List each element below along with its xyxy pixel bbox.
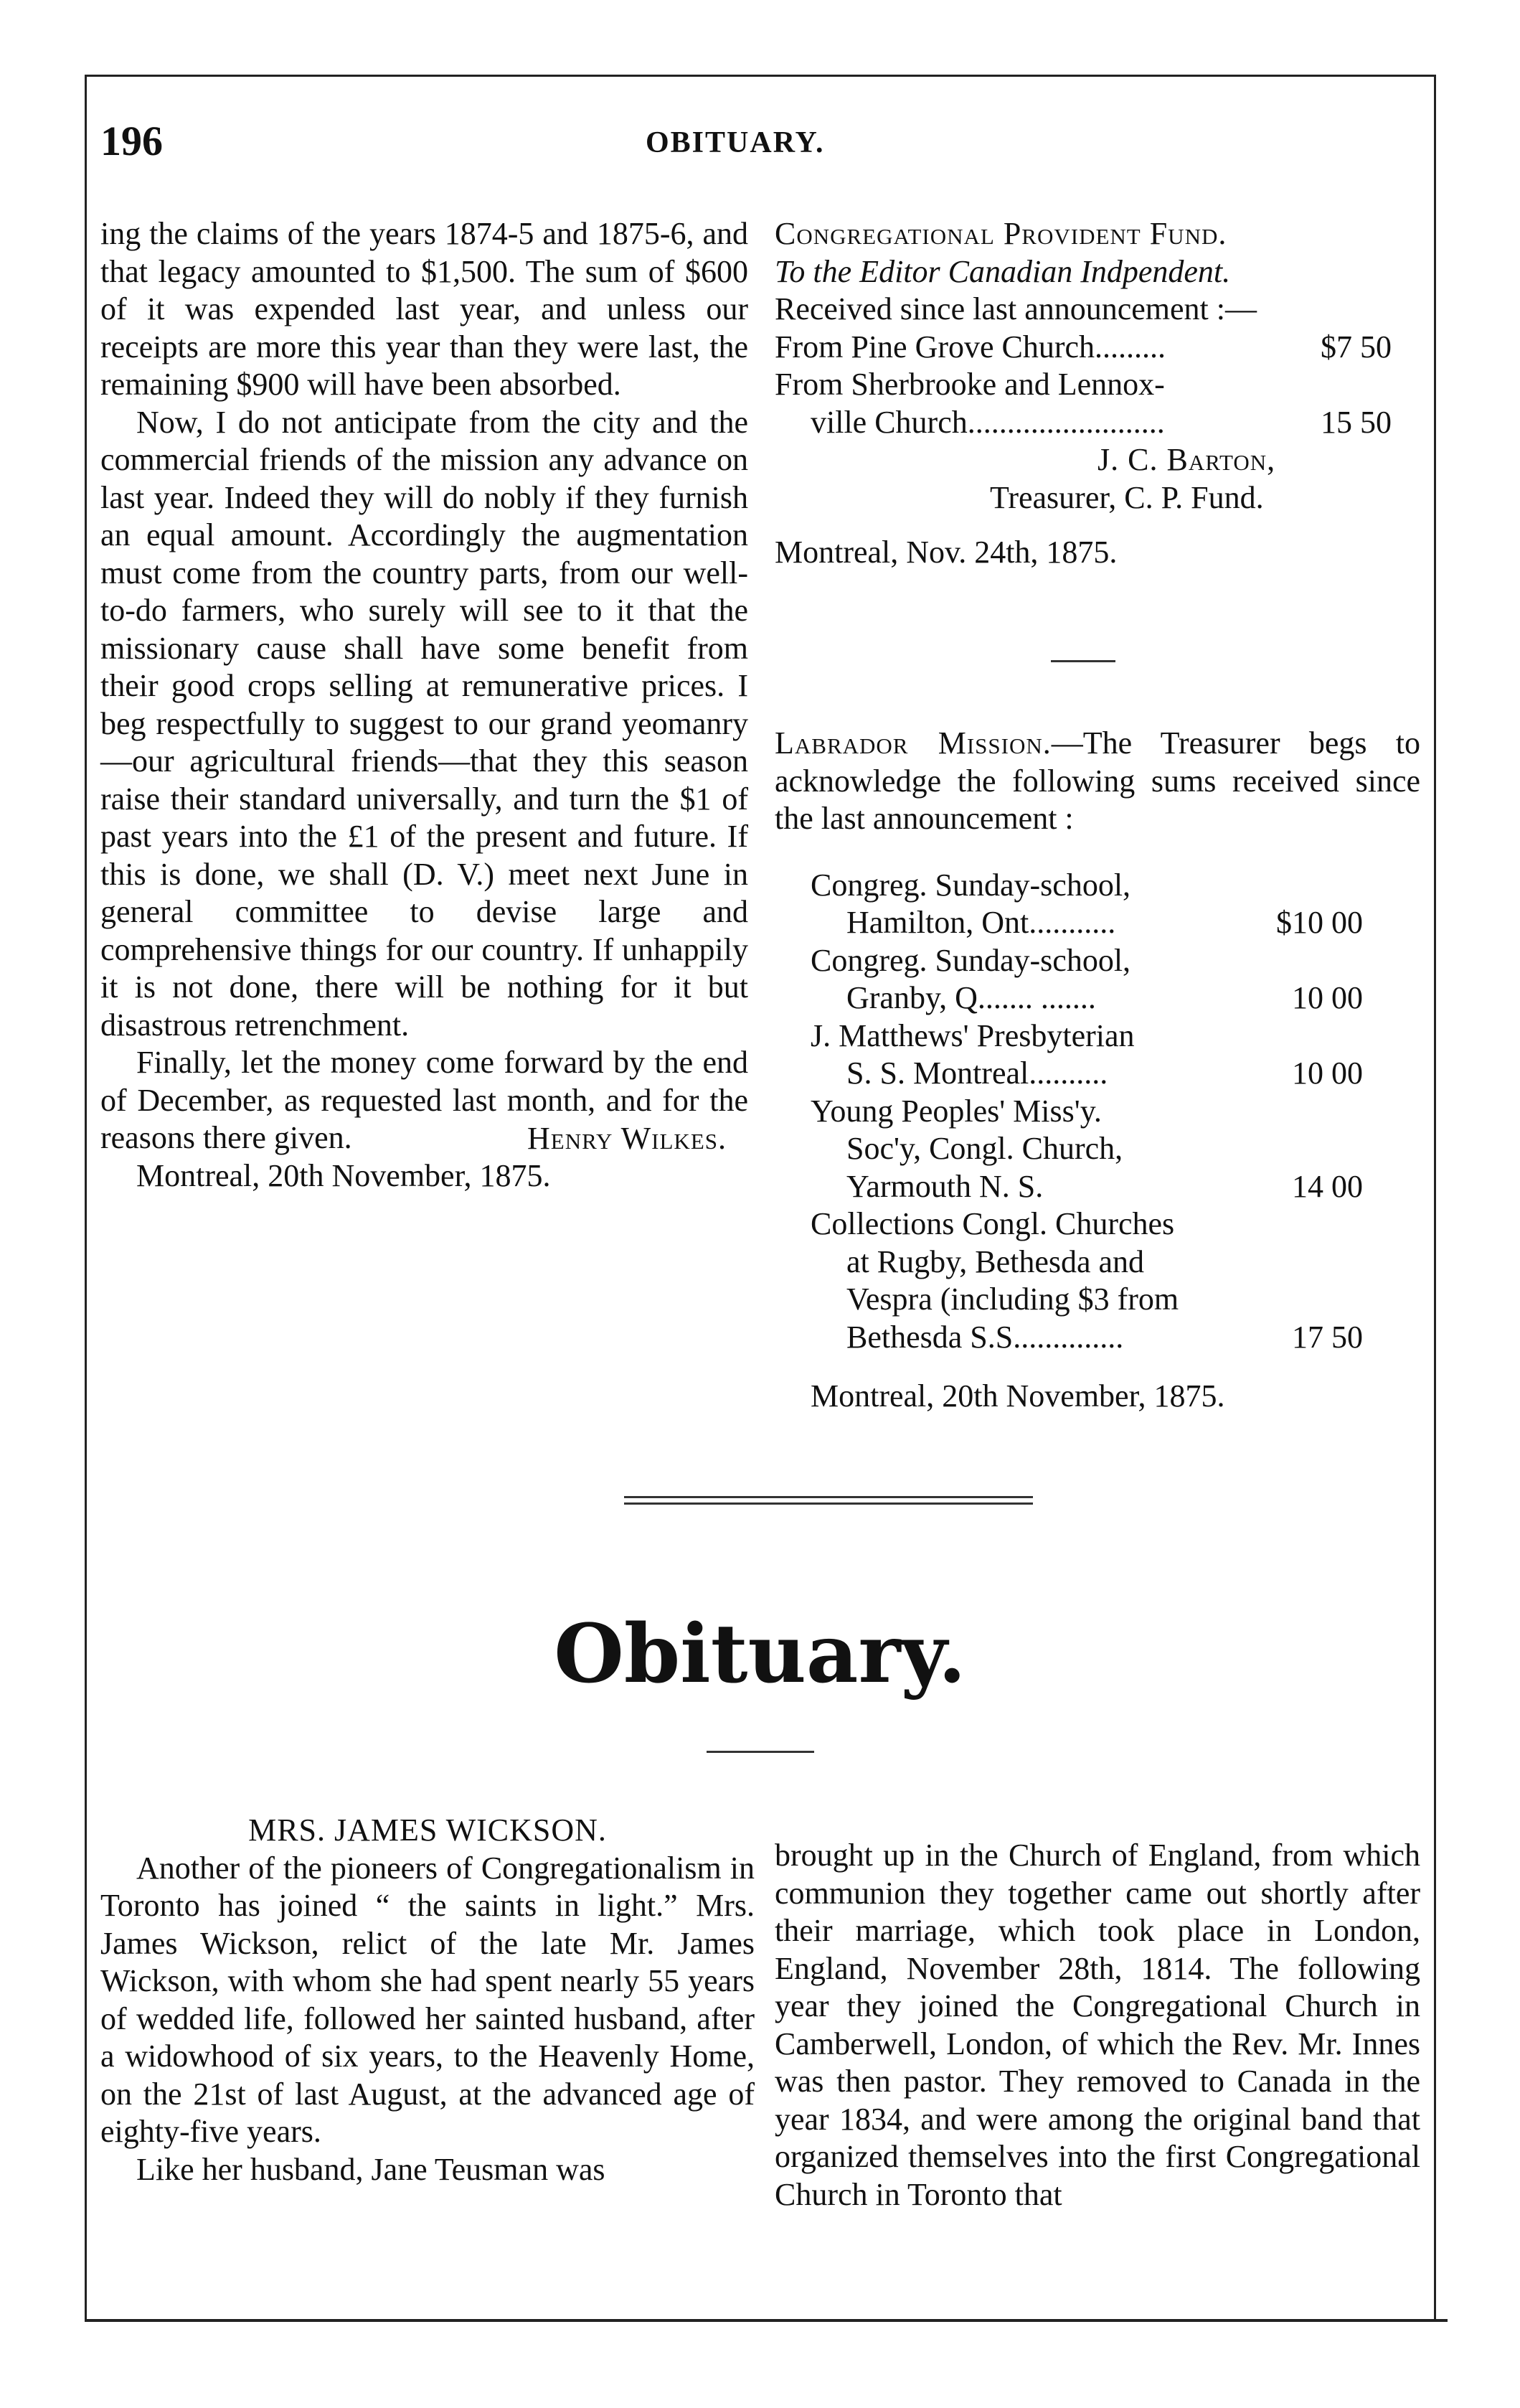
labrador-mission-notice	[775, 725, 1420, 1416]
labrador-entry-amount: 14 00	[1292, 1168, 1363, 1204]
provident-entry-amount: $7 50	[1321, 329, 1392, 365]
labrador-intro: —The Treasurer begs to acknowledge the following sums received since the last announcement :	[775, 725, 1420, 836]
provident-entry-label: ville Church.........................	[811, 404, 1165, 440]
obituary-paragraph-3: brought up in the Church of England, from which communion they together came out shortly after their marriage, which took place in London, England, November 28th, 1814. The following year they joined the Congregational Church in Camberwell, London, of which the Rev. Mr. Innes was then pastor. They removed to Canada in the year 1834, and were among the original band that organized themselves into the first Congregational Church in Toronto that	[775, 1838, 1420, 2212]
provident-entry	[775, 366, 1420, 404]
labrador-intro-paragraph	[775, 725, 1420, 838]
labrador-entry-label: Granby, Q....... .......	[846, 980, 1096, 1015]
labrador-entry-last	[811, 1319, 1363, 1357]
labrador-entry	[811, 1093, 1363, 1206]
labrador-entry-last	[811, 979, 1363, 1017]
labrador-entry-label: Yarmouth N. S.	[846, 1168, 1044, 1204]
labrador-entry-line: Collections Congl. Churches	[811, 1206, 1175, 1241]
labrador-entry-amount: 10 00	[1292, 1055, 1363, 1091]
labrador-entry-line: Soc'y, Congl. Church,	[846, 1131, 1123, 1166]
provident-entry-label: From Sherbrooke and Lennox-	[775, 367, 1165, 402]
provident-signer: J. C. Barton,	[1097, 442, 1276, 477]
labrador-entry-label: S. S. Montreal..........	[846, 1055, 1108, 1091]
provident-entry-amount: 15 50	[1321, 404, 1392, 440]
obituary-right-column	[775, 1837, 1420, 2214]
provident-entry-label: From Pine Grove Church.........	[775, 329, 1166, 365]
running-head: OBITUARY.	[646, 126, 825, 159]
labrador-entry-amount: $10 00	[1276, 905, 1363, 940]
labrador-entry-last	[811, 904, 1363, 942]
labrador-entry-line: Congreg. Sunday-school,	[811, 867, 1131, 903]
obituary-paragraph-2: Like her husband, Jane Teusman was	[136, 2151, 605, 2187]
provident-signer-title: Treasurer, C. P. Fund.	[990, 479, 1264, 515]
letter-paragraph-3: Finally, let the money come forward by the end of December, as requested last month, and for the reasons there given.	[100, 1045, 748, 1155]
provident-fund-heading: Congregational Provident Fund.	[775, 216, 1227, 251]
obituary-title: MRS. JAMES WICKSON.	[248, 1812, 607, 1848]
labrador-entry-amount: 10 00	[1292, 980, 1363, 1015]
labrador-entry	[811, 942, 1363, 1017]
section-divider	[1051, 660, 1115, 662]
provident-entry	[775, 404, 1420, 442]
obituary-heading: Obituary.	[554, 1607, 966, 1701]
labrador-entry-label: Bethesda S.S..............	[846, 1319, 1124, 1355]
labrador-entry	[811, 1017, 1363, 1093]
labrador-entry-line: J. Matthews' Presbyterian	[811, 1017, 1135, 1053]
labrador-entry	[811, 867, 1363, 942]
labrador-entry-amount: 17 50	[1292, 1319, 1363, 1355]
labrador-entry-line: at Rugby, Bethesda and	[846, 1243, 1145, 1279]
provident-dateline: Montreal, Nov. 24th, 1875.	[775, 535, 1118, 570]
provident-entry	[775, 329, 1420, 367]
labrador-entry-last	[811, 1168, 1363, 1206]
labrador-entry-line: Vespra (including $3 from	[846, 1281, 1179, 1317]
letter-dateline: Montreal, 20th November, 1875.	[136, 1158, 551, 1193]
section-double-rule	[624, 1496, 1033, 1509]
labrador-entry-last	[811, 1055, 1363, 1093]
labrador-dateline: Montreal, 20th November, 1875.	[811, 1378, 1225, 1414]
bottom-rule	[85, 2319, 1448, 2322]
labrador-heading: Labrador Mission.	[775, 725, 1052, 761]
provident-fund-salutation: To the Editor Canadian Indpendent.	[775, 253, 1231, 289]
letter-paragraph-2: Now, I do not anticipate from the city and the commercial friends of the mission any advance on last year. Indeed they will do nobly if they furnish an equal amount. Accordingly the augmentation must come from the country parts, from our well-to-do farmers, who surely will see to it that the missionary cause shall have some benefit from their good crops selling at remunerative prices. I beg respectfully to suggest to our grand yeomanry—our agricultural friends—that they this season raise their standard universally, and turn the $1 of past years into the £1 of the present and future. If this is done, we shall (D. V.) meet next June in general committee to devise large and comprehensive things for our country. If unhappily it is not done, there will be nothing for it but disastrous retrenchment.	[100, 404, 748, 1043]
obituary-left-column	[100, 1812, 755, 2188]
obituary-rule	[707, 1751, 814, 1753]
letter-signature: Henry Wilkes.	[527, 1120, 727, 1156]
page-number: 196	[100, 118, 163, 164]
left-column-letter	[100, 215, 748, 1195]
provident-fund-intro: Received since last announcement :—	[775, 291, 1257, 326]
letter-paragraph-1: ing the claims of the years 1874-5 and 1875-6, and that legacy amounted to $1,500. The sum of $600 of it was expended last year, and unless our receipts are more this year than they were last, the remaining $900 will have been absorbed.	[100, 216, 748, 402]
labrador-entry-line: Congreg. Sunday-school,	[811, 942, 1131, 978]
labrador-entry-label: Hamilton, Ont...........	[846, 905, 1116, 940]
labrador-entry-line: Young Peoples' Miss'y.	[811, 1093, 1102, 1129]
labrador-entry	[811, 1205, 1363, 1356]
labrador-entries	[775, 867, 1420, 1357]
provident-fund-notice	[775, 215, 1420, 572]
obituary-paragraph-1: Another of the pioneers of Congregationalism in Toronto has joined “ the saints in light.” Mrs. James Wickson, relict of the late Mr. James Wickson, with whom she had spent nearly 55 years of wedded life, followed her sainted husband, after a widowhood of six years, to the Heavenly Home, on the 21st of last August, at the advanced age of eighty-five years.	[100, 1850, 755, 2149]
